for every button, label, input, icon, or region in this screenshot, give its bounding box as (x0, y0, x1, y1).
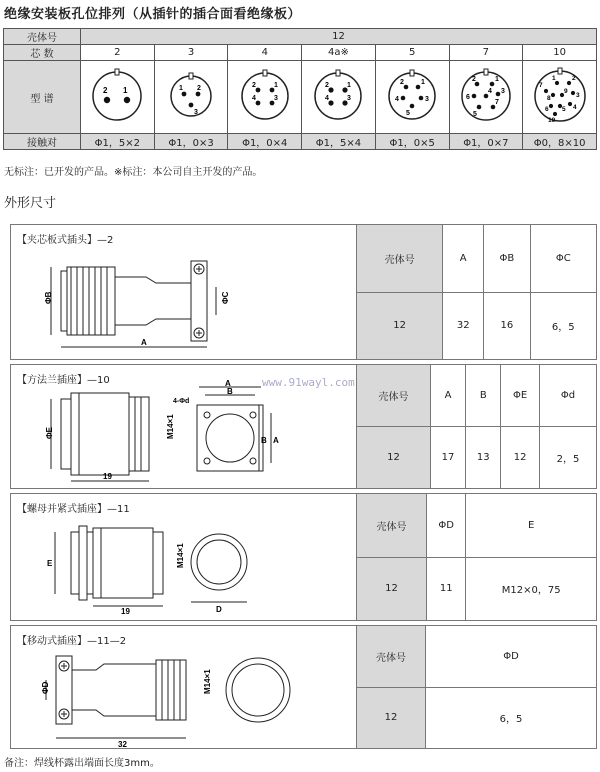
pin-label: 3 (500, 87, 505, 95)
pin-label: 10 (547, 116, 555, 124)
pin-diagram (449, 61, 523, 134)
spec-value: 16 (484, 292, 530, 359)
pin-label: 2 (103, 85, 108, 95)
pin-diagram (523, 61, 597, 134)
dim-label: ΦE (45, 427, 54, 439)
panel-title: 【移动式插座】—11—2 (17, 636, 127, 647)
dim-label: B (227, 387, 233, 396)
spec-header: 壳体号 (357, 225, 443, 292)
contact-spec: Φ1，0×3 (154, 134, 228, 150)
pin-diagram (228, 61, 302, 134)
spec-value: 6，5 (530, 292, 596, 359)
panel-title: 【夹芯板式插头】—2 (17, 235, 114, 246)
pin-label: 3 (194, 108, 198, 116)
flange-socket-front-drawing (171, 379, 281, 479)
contact-spec: Φ1，0×7 (449, 134, 523, 150)
section-title: 外形尺寸 (4, 196, 57, 211)
pin-label: 6 (465, 93, 470, 101)
pin-diagram-4a (307, 66, 369, 126)
dim-label: A (273, 436, 279, 445)
pin-label: 1 (347, 81, 352, 89)
shell-value: 12 (81, 29, 597, 45)
contact-spec: Φ1，0×4 (228, 134, 302, 150)
spec-value: 13 (466, 427, 501, 489)
pin-label: 2 (571, 74, 576, 82)
pin-label: 4 (487, 87, 492, 95)
contact-spec: Φ0，8×10 (523, 134, 597, 150)
pin-diagram (81, 61, 155, 134)
pin-label: 2 (197, 84, 201, 92)
pin-label: 4 (395, 95, 400, 103)
contact-spec: Φ1，0×5 (375, 134, 449, 150)
pin-label: 9 (563, 87, 568, 95)
footnote: 备注：焊线杯露出端面长度3mm。 (4, 758, 160, 769)
spec-value: 6，5 (426, 687, 597, 748)
spec-header: 壳体号 (357, 626, 426, 687)
spec-header: B (466, 365, 501, 427)
spec-value: 32 (443, 292, 484, 359)
panel-title: 【方法兰插座】—10 (17, 375, 110, 386)
pin-label: 2 (471, 75, 476, 83)
spec-value: 12 (357, 292, 443, 359)
dim-label: 32 (118, 740, 127, 748)
spec-value: 17 (430, 427, 465, 489)
clamp-plug-drawing (41, 247, 241, 355)
panel-mobile-socket (10, 625, 597, 749)
dim-label: A (141, 338, 147, 347)
pin-diagram-4 (234, 66, 296, 126)
watermark: www.91wayl.com (262, 376, 355, 389)
spec-header: ΦE (501, 365, 540, 427)
spec-header: Φd (539, 365, 596, 427)
pin-label: 5 (472, 110, 477, 118)
pin-label: 1 (179, 84, 183, 92)
pin-label: 7 (494, 98, 499, 106)
dim-label: 4-Φd (173, 398, 190, 405)
pin-label: 5 (406, 109, 411, 117)
pin-diagram-2 (86, 66, 148, 126)
dim-label: 19 (103, 472, 112, 481)
core-count: 7 (449, 45, 523, 61)
spec-value: 12 (357, 687, 426, 748)
spec-value: 11 (427, 557, 466, 620)
pin-label: 4 (251, 94, 256, 102)
spec-header: A (443, 225, 484, 292)
spec-value: 2，5 (539, 427, 596, 489)
page-title: 绝缘安装板孔位排列（从插针的插合面看绝缘板） (4, 7, 302, 22)
pin-label: 4 (572, 103, 577, 111)
panel-nut-lock-socket (10, 493, 597, 621)
pin-label: 3 (347, 94, 352, 102)
pin-label: 3 (575, 91, 580, 99)
nut-lock-socket-drawing (41, 514, 271, 618)
spec-header: ΦD (426, 626, 597, 687)
cores-label: 芯 数 (4, 45, 81, 61)
pin-diagram-5 (381, 66, 443, 126)
shell-label: 壳体号 (4, 29, 81, 45)
spec-value: 12 (501, 427, 540, 489)
dim-label: M14×1 (176, 543, 185, 568)
dim-label: D (216, 605, 222, 614)
pin-label: 2 (400, 78, 405, 86)
dim-label: M14×1 (166, 414, 175, 439)
spec-header: ΦC (530, 225, 596, 292)
mobile-socket-drawing (36, 644, 306, 748)
pin-label: 6 (544, 105, 549, 113)
contact-spec: Φ1，5×4 (302, 134, 376, 150)
pin-label: 1 (273, 81, 278, 89)
pin-label: 1 (494, 75, 499, 83)
dim-label: B (261, 436, 267, 445)
spec-table (356, 225, 596, 359)
diagram-label: 型 谱 (4, 61, 81, 134)
spec-table (356, 365, 596, 488)
pin-label: 1 (123, 85, 128, 95)
panel-title: 【螺母并紧式插座】—11 (17, 504, 130, 515)
pin-diagram (302, 61, 376, 134)
pin-label: 7 (538, 81, 543, 89)
spec-value: M12×0，75 (466, 557, 596, 620)
pin-arrangement-table (3, 28, 597, 150)
core-count: 3 (154, 45, 228, 61)
pin-diagram-10 (529, 66, 591, 126)
pin-diagram (154, 61, 228, 134)
dim-label: E (47, 559, 53, 568)
legend-note: 无标注：已开发的产品。※标注：本公司自主开发的产品。 (4, 167, 263, 178)
dim-label: ΦB (44, 291, 53, 304)
core-count: 10 (523, 45, 597, 61)
core-count: 5 (375, 45, 449, 61)
spec-header: ΦB (484, 225, 530, 292)
spec-header: 壳体号 (357, 365, 431, 427)
contact-spec: Φ1，5×2 (81, 134, 155, 150)
spec-header: E (466, 494, 596, 557)
pin-diagram-3 (160, 66, 222, 126)
spec-value: 12 (357, 427, 431, 489)
pin-label: 2 (325, 81, 330, 89)
pin-label: 5 (561, 105, 566, 113)
contact-label: 接触对 (4, 134, 81, 150)
dim-label: ΦC (221, 291, 230, 304)
flange-socket-side-drawing (41, 385, 181, 485)
spec-header: ΦD (427, 494, 466, 557)
pin-diagram-7 (455, 66, 517, 126)
dim-label: 19 (121, 607, 130, 616)
spec-table (356, 626, 596, 748)
pin-label: 3 (273, 94, 278, 102)
pin-label: 2 (251, 81, 256, 89)
pin-label: 3 (425, 95, 430, 103)
dim-label: M14×1 (203, 669, 212, 694)
panel-clamp-plug (10, 224, 597, 360)
core-count: 2 (81, 45, 155, 61)
pin-label: 1 (551, 74, 556, 82)
pin-label: 1 (421, 78, 426, 86)
pin-label: 8 (546, 94, 551, 102)
pin-label: 4 (325, 94, 330, 102)
core-count: 4a※ (302, 45, 376, 61)
dim-label: A (225, 379, 231, 388)
spec-value: 12 (357, 557, 427, 620)
dim-label: ΦD (41, 681, 50, 694)
pin-diagram (375, 61, 449, 134)
core-count: 4 (228, 45, 302, 61)
spec-header: A (430, 365, 465, 427)
spec-header: 壳体号 (357, 494, 427, 557)
spec-table (356, 494, 596, 620)
